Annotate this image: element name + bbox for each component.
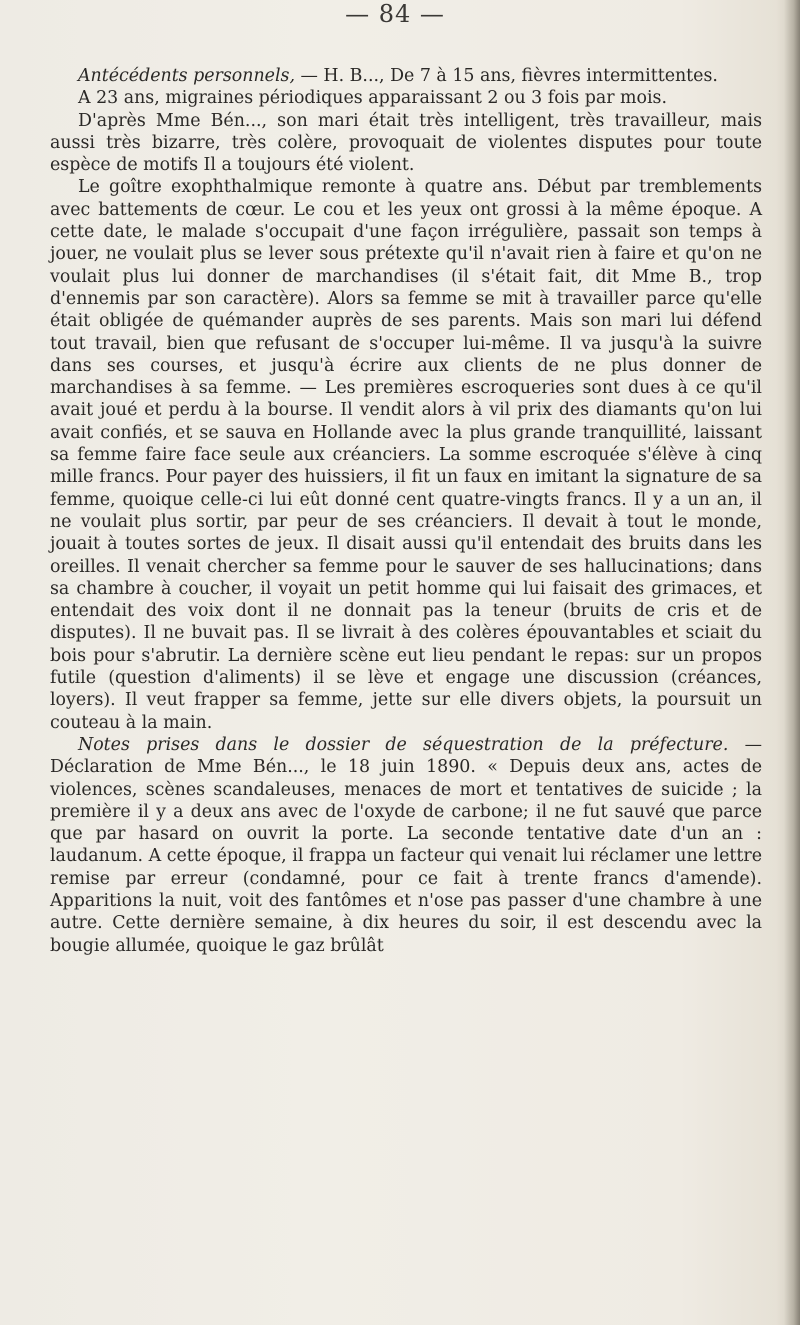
paragraph-text: Le goître exophthalmique remonte à quatre ans. Début par tremblements avec battements de cœur. Le cou et les yeux ont grossi à la même époque. A cette date, le malade s'occupait d'une façon irrégulière, passait son temps à jouer, ne voulait plus se lever sous prétexte qu'il n'avait rien à faire et qu'on ne voulait plus lui donner de marchandises (il s'était fait, dit Mme B., trop d'ennemis par son caractère). Alors sa femme se mit à travailler parce qu'elle était obligée de quémander auprès de ses parents. Mais son mari lui défend tout travail, bien que refusant de s'occuper lui-même. Il va jusqu'à la suivre dans ses courses, et jusqu'à écrire aux clients de ne plus donner de marchandises à sa femme. — Les premières escroqueries sont dues à ce qu'il avait joué et perdu à la bourse. Il vendit alors à vil prix des diamants qu'on lui avait confiés, et se sauva en Hollande avec la plus grande tranquillité, laissant sa femme faire face seule aux créanciers. La somme escroquée s'élève à cinq mille francs. Pour payer des huissiers, il fit un faux en imitant la signature de sa femme, quoique celle-ci lui eût donné cent quatre-vingts francs. Il y a un an, il ne voulait plus sortir, par peur de ses créanciers. Il devait à tout le monde, jouait à toutes sortes de jeux. Il disait aussi qu'il entendait des bruits dans les oreilles. Il venait chercher sa femme pour le sauver de ses hallucinations; dans sa chambre à coucher, il voyait un petit homme qui lui faisait des grimaces, et entendait des voix dont il ne donnait pas la teneur (bruits de cris et de disputes). Il ne buvait pas. Il se livrait à des colères épouvantables et sciait du bois pour s'abrutir. La dernière scène eut lieu pendant le repas: sur un propos futile (question d'aliments) il se lève et engage une discussion (créances, loyers). Il veut frapper sa femme, jette sur elle divers objets, la poursuit un couteau à la main.	[50, 177, 762, 733]
paragraph-text: — Déclaration de Mme Bén..., le 18 juin 1890. « Depuis deux ans, actes de violences, scènes scandaleuses, menaces de mort et tentatives de suicide ; la première il y a deux ans avec de l'oxyde de carbone; il ne fut sauvé que parce que par hasard on ouvrit la porte. La seconde tentative date d'un an : laudanum. A cette époque, il frappa un facteur qui venait lui réclamer une lettre remise par erreur (condamné, pour ce fait à trente francs d'amende). Apparitions la nuit, voit des fantômes et n'ose pas passer d'une chambre à une autre. Cette dernière semaine, à dix heures du soir, il est descendu avec la bougie allumée, quoique le gaz brûlât	[50, 734, 762, 956]
paragraph-antecedents	[50, 65, 762, 87]
paragraph-text: D'après Mme Bén..., son mari était très intelligent, très travailleur, mais aussi très bizarre, très colère, provoquait de violentes disputes pour toute espèce de motifs Il a toujours été violent.	[50, 110, 762, 176]
page-number: — 84 —	[345, 0, 445, 28]
section-heading-notes: Notes prises dans le dossier de séquestration de la préfecture.	[78, 734, 729, 755]
paragraph-text: — H. B..., De 7 à 15 ans, fièvres intermittentes.	[294, 66, 718, 86]
page-edge-shadow	[784, 0, 800, 1325]
body-text	[50, 65, 762, 957]
paragraph-notes	[50, 734, 762, 957]
paragraph-wife-statement	[50, 110, 762, 177]
paragraph-goitre	[50, 176, 762, 733]
section-heading-antecedents: Antécédents personnels,	[78, 66, 295, 86]
paragraph-text: A 23 ans, migraines périodiques apparaissant 2 ou 3 fois par mois.	[78, 88, 668, 109]
paragraph-migraines	[50, 87, 762, 109]
